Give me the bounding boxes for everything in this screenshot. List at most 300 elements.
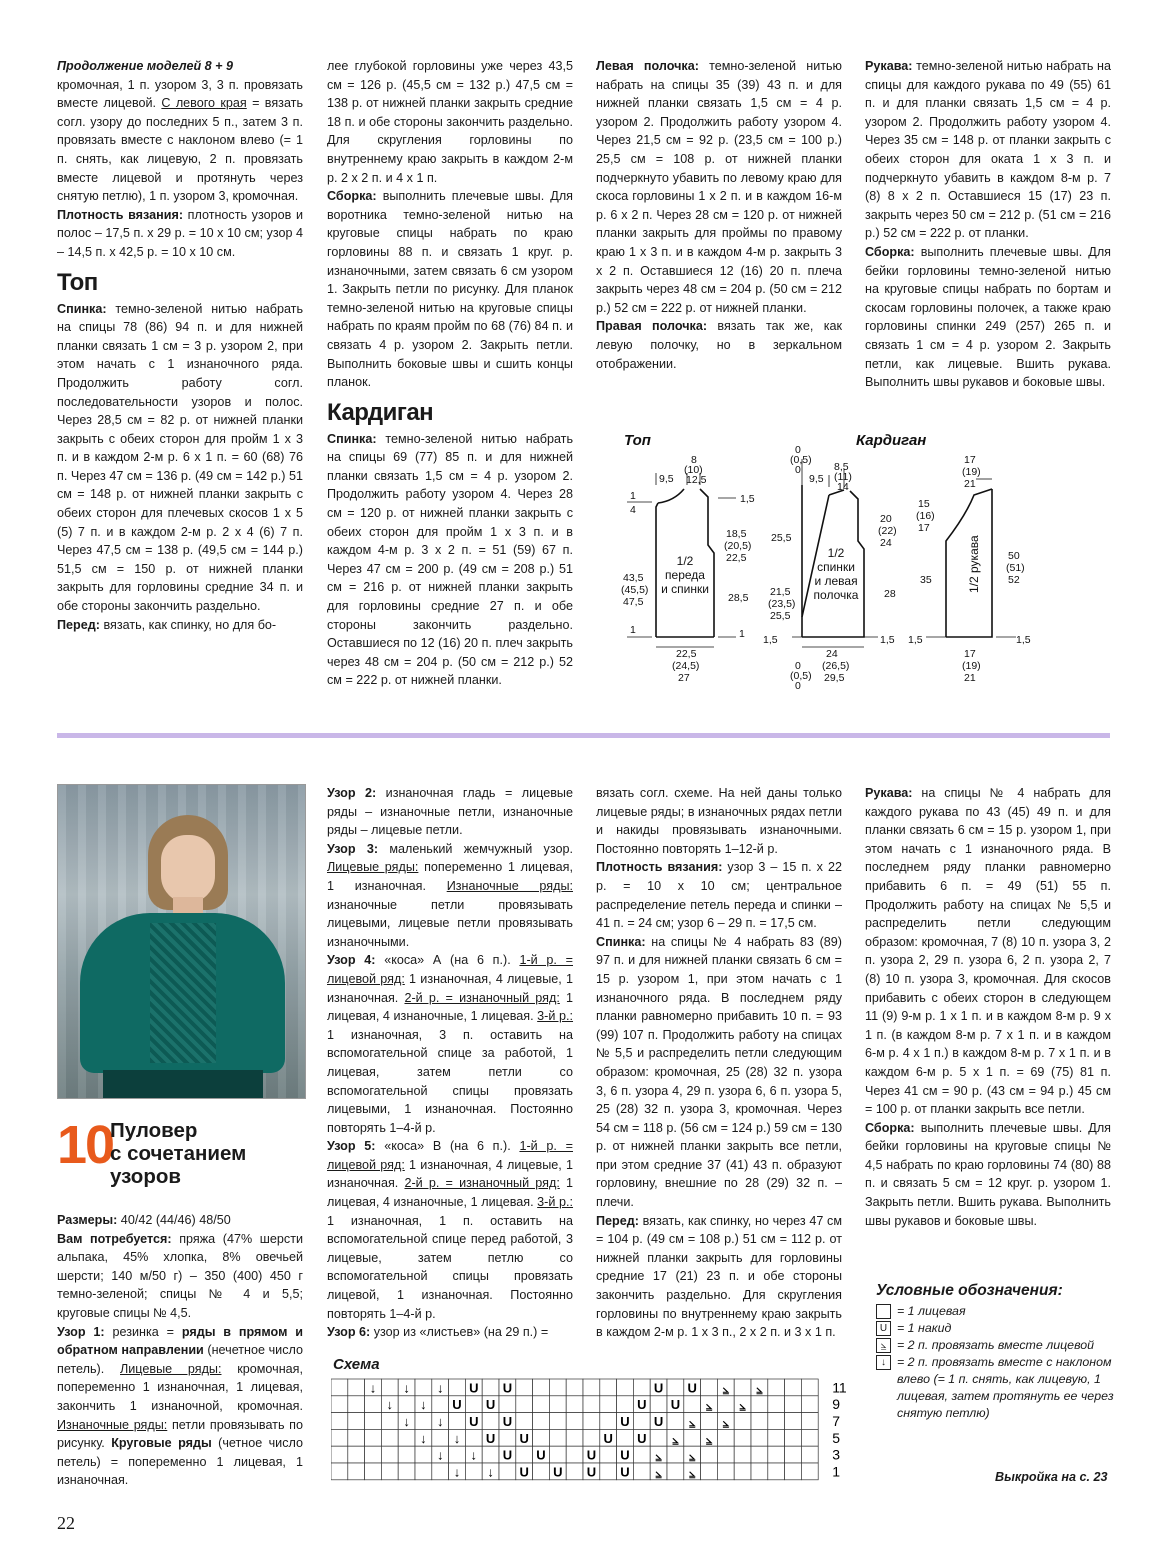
text: узор из «листьев» (на 29 п.) =: [370, 1325, 549, 1340]
svg-text:50: 50: [1008, 550, 1020, 562]
text: резинка =: [104, 1324, 182, 1339]
text: маленький жемчужный узор.: [378, 841, 573, 856]
title-line: Пуловер: [110, 1119, 198, 1142]
chart-cell: [533, 1396, 550, 1413]
svg-text:22,5: 22,5: [726, 552, 747, 564]
chart-row-number: 5: [832, 1429, 840, 1446]
chart-cell: [633, 1446, 650, 1463]
label: Размеры:: [57, 1213, 118, 1227]
label: Узор 1:: [57, 1324, 105, 1339]
svg-text:1/2: 1/2: [676, 554, 694, 568]
svg-text:(10): (10): [684, 464, 703, 476]
chart-cell: [583, 1413, 600, 1430]
chart-cell: [432, 1429, 449, 1446]
chart-cell: [717, 1396, 734, 1413]
chart-cell: [499, 1463, 516, 1480]
yarn-over-icon: U: [553, 1464, 563, 1480]
chart-cell: [617, 1429, 634, 1446]
svg-text:1: 1: [739, 628, 745, 640]
label: Рукава:: [865, 786, 913, 800]
text: 40/42 (44/46) 48/50: [117, 1213, 231, 1227]
chart-cell: [717, 1463, 734, 1480]
text: кромочная, попеременно 1 изнаночная, 1 лицевая, закончить 1 изнаночной, кромочная.: [57, 1361, 303, 1413]
svg-text:8: 8: [691, 454, 697, 466]
top-piece-label: [661, 554, 709, 596]
svg-text:22,5: 22,5: [676, 648, 697, 660]
yarn-over-icon: U: [485, 1397, 496, 1413]
text: ряды в прямом и обратном направлении: [57, 1324, 303, 1358]
k2tog-icon: ⦥: [876, 1338, 891, 1353]
k2tog-icon: ⦥: [722, 1417, 729, 1429]
chart-cell: [549, 1429, 566, 1446]
yarn-over-icon: U: [519, 1430, 529, 1446]
cardigan-piece-label: [814, 546, 859, 602]
svg-text:25,5: 25,5: [771, 532, 792, 544]
chart-cell: [617, 1379, 634, 1396]
svg-text:9,5: 9,5: [809, 473, 824, 485]
svg-text:(24,5): (24,5): [672, 660, 700, 672]
svg-text:14: 14: [837, 481, 849, 493]
page-number: 22: [57, 1513, 75, 1533]
label: Спинка:: [596, 934, 646, 949]
chart-cell: [348, 1463, 365, 1480]
chart-cell: [415, 1446, 432, 1463]
text: на спицы № 4 набрать 83 (89) 97 п. и для нижней планки связать 6 см = 15 р. узором 1, при этом начать с 1 изнаночного ряда. В последнем ряду планки равномерно прибавить 10 п. = 93 (99) 107 п. Продолжить работу на спицах № 5,5 и распределить петли следующим образом: кромочная, 25 (28) 32 п. узора 3, 6 п. узора 4, 29 п. узора 6, 6 п. узора 5, 25 (28) 32 п. узора 3, кромочная. Через 54 см = 118 р. (56 см = 124 р.) 59 см = 130 р. от нижней планки закрыть все петли, при этом средние 37 (41) 43 п. образуют горловину, внешние по 28 (29) 32 п. – плечи.: [596, 934, 842, 1210]
chart-cell: [768, 1379, 785, 1396]
chart-cell: [600, 1396, 617, 1413]
text: Лицевые ряды:: [120, 1361, 222, 1376]
chart-cell: [465, 1463, 482, 1480]
ssk-icon: ↓: [386, 1397, 394, 1413]
text: темно-зеленой нитью набрать на спицы 35 (39) 43 п. и для нижней планки связать 1,5 см = 4 р. узором 2. Продолжить работу узором 4. Через 21,5 см = 92 р. (23,5 см = 100 р.) 25,5 см = 108 р. от нижней планки подчеркнуто убавить по левому краю для скоса горловины 1 х 2 п. и в каждом 16-м р. 6 х 2 п. Через 28 см = 120 р. от нижней планки закрыть для проймы по правому краю 1 х 3 п. и в каждом 4-м р. закрыть 3 х 2 п. Оставшиеся 12 (16) 20 п. плеча закрыть через 48 см = 204 р. (50 см = 212 р.) 52 см = 222 р. от нижней планки.: [596, 59, 842, 315]
legend-item: [876, 1337, 1116, 1354]
svg-text:43,5: 43,5: [623, 572, 644, 584]
label: Плотность вязания:: [57, 207, 184, 222]
chart-cell: [381, 1446, 398, 1463]
legend: [876, 1282, 1116, 1422]
chart-cell: [533, 1379, 550, 1396]
col2-top: [327, 57, 573, 690]
model-title: [110, 1119, 246, 1188]
chart-cell: [768, 1413, 785, 1430]
chart-cell: [566, 1429, 583, 1446]
svg-text:переда: переда: [665, 568, 705, 582]
svg-text:27: 27: [678, 672, 690, 684]
legend-text: = 1 накид: [897, 1321, 952, 1335]
chart-cell: [650, 1429, 667, 1446]
chart-cell: [516, 1379, 533, 1396]
chart-cell: [432, 1396, 449, 1413]
chart-cell: [533, 1429, 550, 1446]
chart-cell: [533, 1413, 550, 1430]
chart-row-number: 11: [832, 1379, 847, 1396]
heading-top: Топ: [57, 268, 98, 296]
label: Левая полочка:: [596, 59, 699, 73]
text: 1 изнаночная, 4 лицевые, 1 изнаночная.: [327, 1157, 573, 1191]
chart-cell: [600, 1379, 617, 1396]
text: 1 изнаночная, 1 п. оставить на вспомогательной спице перед работой, 3 лицевые, затем петлю со вспомогательной спицы провязать лицевой, 1 изнаночная. Постоянно повторять 1–4-й р.: [327, 1213, 573, 1321]
svg-text:24: 24: [826, 648, 838, 660]
chart-cell: [549, 1379, 566, 1396]
text: Изнаночные ряды:: [446, 878, 573, 893]
chart-cell: [566, 1413, 583, 1430]
chart-cell: [751, 1463, 768, 1480]
legend-item: [876, 1320, 1116, 1337]
ssk-icon: ↓: [453, 1430, 461, 1446]
chart-cell: [801, 1379, 818, 1396]
chart-cell: [801, 1413, 818, 1430]
svg-text:и левая: и левая: [814, 574, 858, 588]
legend-item: [876, 1303, 1116, 1320]
chart-cell: [801, 1396, 818, 1413]
text: вязать так же, как левую полочку, но в зеркальном отображении.: [596, 319, 842, 371]
svg-text:18,5: 18,5: [726, 528, 747, 540]
text: изнаночные петли провязывать лицевыми, лицевые петли провязывать изнаночными.: [327, 897, 573, 949]
chart-cell: [583, 1396, 600, 1413]
chart-cell: [482, 1413, 499, 1430]
chart-cell: [751, 1413, 768, 1430]
label: Перед:: [596, 1213, 639, 1228]
chart-cell: [331, 1396, 348, 1413]
text: Изнаночные ряды:: [57, 1417, 168, 1432]
text: 2-й р. = изнаночный ряд:: [404, 1176, 560, 1191]
svg-text:15: 15: [918, 498, 930, 510]
text: С левого края: [161, 96, 247, 111]
label: Узор 5:: [327, 1139, 376, 1154]
chart-cell: [398, 1429, 415, 1446]
chart-cell: [717, 1446, 734, 1463]
ssk-icon: ↓: [420, 1430, 427, 1446]
svg-text:24: 24: [880, 537, 892, 549]
yarn-over-icon: U: [687, 1380, 697, 1396]
svg-text:1,5: 1,5: [763, 634, 778, 646]
chart-cell: [600, 1446, 617, 1463]
k2tog-icon: ⦥: [689, 1467, 696, 1480]
chart-cell: [617, 1396, 634, 1413]
svg-text:1,5: 1,5: [880, 634, 895, 646]
svg-text:и спинки: и спинки: [661, 582, 709, 596]
legend-title: Условные обозначения:: [876, 1282, 1063, 1299]
label: Спинка:: [57, 301, 107, 316]
chart-cell: [566, 1396, 583, 1413]
ssk-icon: ↓: [369, 1380, 377, 1396]
label: Сборка:: [865, 1120, 915, 1135]
yarn-over-icon: U: [620, 1464, 630, 1480]
text: пряжа (47% шерсти альпака, 45% хлопка, 8% овечьей шерсти; 140 м/50 г) – 350 (400) 450 г темно-зеленой; спицы № 4 и 5,5; круговые спицы № 4,5.: [57, 1231, 304, 1320]
chart-cell: [751, 1429, 768, 1446]
chart-cell: [684, 1396, 701, 1413]
yarn-over-icon: U: [519, 1464, 529, 1480]
label: Узор 3:: [327, 841, 379, 856]
yarn-over-icon: U: [469, 1380, 479, 1396]
chart-cell: [785, 1396, 802, 1413]
text: выполнить плечевые швы. Для воротника темно-зеленой нитью на круговые спицы набрать по краю горловины 88 п. и связать 1 круг. р. изнаночными, затем связать 6 см узором 1. Закрыть петли по рисунку. Для планок темно-зеленой нитью на круговые спицы набрать по краям пройм по 68 (76) 84 п. и связать 4 р. узором 2. Закрыть петли. Выполнить боковые швы и сшить концы планок.: [327, 189, 573, 390]
legend-text: = 2 п. провязать вместе лицевой: [897, 1338, 1095, 1352]
svg-text:21: 21: [964, 672, 976, 684]
svg-text:12,5: 12,5: [686, 474, 707, 486]
col4-bottom: [865, 784, 1111, 1230]
chart-cell: [449, 1446, 466, 1463]
chart-cell: [348, 1413, 365, 1430]
col2-bottom: [327, 784, 573, 1342]
ssk-icon: ↓: [403, 1414, 410, 1429]
yarn-over-icon: U: [620, 1447, 630, 1463]
yarn-over-icon: U: [620, 1414, 630, 1429]
yarn-over-icon: U: [502, 1380, 513, 1396]
legend-text: = 2 п. провязать вместе с наклоном влево (= 1 п. снять, как лицевую, 1 лицевая, затем протянуть ее через снятую петлю): [897, 1355, 1114, 1420]
chart-cell: [785, 1379, 802, 1396]
ssk-icon: ↓: [487, 1464, 494, 1480]
chart-cell: [734, 1379, 751, 1396]
text: 2-й р. = изнаночный ряд:: [404, 990, 560, 1005]
chart-cell: [734, 1413, 751, 1430]
text: 3-й р.:: [537, 1195, 574, 1210]
chart-cell: [365, 1463, 382, 1480]
chart-cell: [331, 1379, 348, 1396]
text: = вязать согл. узору до последних 5 п., затем 3 п. провязать вместе с наклоном влево (= 1 п. снять, как лицевую, 2 п. провязать вместе лицевой и протянуть через снятую петлю), 1 п. узором 3, кромочная.: [57, 96, 303, 204]
svg-text:(26,5): (26,5): [822, 660, 850, 672]
svg-text:28: 28: [884, 588, 896, 600]
text: вязать, как спинку, но для бо-: [99, 617, 277, 632]
section-divider: [57, 733, 1110, 738]
label: Плотность вязания:: [596, 860, 723, 875]
chart-cell: [701, 1379, 718, 1396]
chart-cell: [499, 1396, 516, 1413]
chart-cell: [566, 1446, 583, 1463]
legend-item: [876, 1354, 1116, 1422]
yarn-over-icon: U: [469, 1414, 479, 1429]
ssk-icon: ↓: [436, 1414, 444, 1429]
chart-cell: [465, 1396, 482, 1413]
chart-cell: [734, 1446, 751, 1463]
k2tog-icon: ⦥: [655, 1450, 662, 1463]
chart-row-number: 1: [832, 1463, 840, 1480]
text: вязать, как спинку, но через 47 см = 104 р. (49 см = 108 р.) 51 см = 112 р. от нижней планки закрыть для горловины средние 17 (21) 23 п. и обе стороны закончить раздельно. Для скругления горловины по внутреннему краю закрыть в каждом 2-м р. 1 х 3 п., 2 х 2 п. и 3 х 1 п.: [596, 1213, 842, 1340]
chart-cell: [482, 1446, 499, 1463]
chart-cell: [449, 1379, 466, 1396]
k2tog-icon: ⦥: [655, 1467, 662, 1480]
chart-cell: [667, 1413, 684, 1430]
knitting-chart: [331, 1376, 861, 1482]
yarn-over-icon: U: [603, 1430, 613, 1446]
chart-cell: [801, 1446, 818, 1463]
yarn-over-icon: U: [502, 1414, 513, 1429]
label: Правая полочка:: [596, 319, 708, 334]
diagram-label-top: Топ: [624, 432, 651, 449]
text: 1-й р. = лицевой ряд:: [327, 1139, 573, 1172]
chart-cell: [331, 1413, 348, 1430]
chart-cell: [549, 1413, 566, 1430]
yarn-over-icon: U: [653, 1380, 664, 1396]
svg-text:(22): (22): [878, 525, 897, 537]
label: Сборка:: [327, 189, 377, 204]
text: 3-й р.:: [537, 1009, 574, 1024]
chart-cell: [701, 1463, 718, 1480]
title-line: узоров: [110, 1165, 181, 1188]
svg-text:0: 0: [795, 680, 801, 692]
yarn-over-icon: U: [637, 1430, 647, 1446]
chart-cell: [415, 1413, 432, 1430]
svg-text:(0,5): (0,5): [790, 454, 812, 466]
label: Спинка:: [327, 431, 377, 446]
text: попеременно 1 лицевая, 1 изнаночная.: [327, 860, 574, 893]
label: Узор 6:: [327, 1325, 371, 1340]
yarn-over-icon: U: [876, 1321, 891, 1336]
chart-cell: [734, 1463, 751, 1480]
text: темно-зеленой нитью набрать на спицы 69 (77) 85 п. и для нижней планки связать 1,5 см = 4 р. узором 2. Продолжить работу узором 4. Через 28 см = 120 р. от нижней планки закрыть с обеих сторон для пройм 1 х 3 п. и в каждом 4-м р. 3 х 2 п. = 51 (59) 67 п. Через 47 см = 200 р. (49 см = 208 р.) 51 см = 216 р. от нижней планки закрыть для горловины средние 27 п. и обе стороны закончить раздельно. Оставшиеся по 12 (16) 20 п. плеч закрыть через 48 см = 204 р. (50 см = 212 р.) 52 см = 222 р. от нижней планки.: [327, 431, 573, 688]
chart-cell: [415, 1379, 432, 1396]
label: Рукава:: [865, 59, 913, 73]
chart-cell: [331, 1446, 348, 1463]
chart-cell: [516, 1413, 533, 1430]
text: на спицы № 4 набрать для каждого рукава по 43 (45) 49 п. и для планки связать 6 см = 15 р. узором 1, при этом начать с 1 изнаночного ряда. В последнем ряду планки равномерно прибавить 6 п. = 49 (51) 55 п. Продолжить работу на спицах № 5,5 и распределить петли следующим образом: кромочная, 7 (8) 10 п. узора 3, 2 п. узора 2, 29 п. узора 6, 2 п. узора 2, 7 (8) 10 п. узора 3, кромочная. Для скосов прибавить с обеих сторон в следующем 11 (9) 9-м р. 1 х 1 п. и в каждом 8-м р. 9 х 1 п. (в каждом 8-м р. 7 х 1 п. и в каждом 6-м р. 4 х 1 п.) в каждом 8-м р. 7 х 1 п. и в каждом 6-м р. 5 х 1 п. = 69 (75) 81 п. Через 41 см = 90 р. (43 см = 94 р.) 45 см = 100 р. от планки закрыть все петли.: [865, 786, 1111, 1117]
svg-text:0: 0: [795, 660, 801, 672]
chart-cell: [365, 1413, 382, 1430]
col3-bottom: [596, 784, 842, 1342]
chart-cell: [348, 1396, 365, 1413]
svg-text:29,5: 29,5: [824, 672, 845, 684]
k2tog-icon: ⦥: [672, 1433, 679, 1446]
yarn-over-icon: U: [536, 1447, 546, 1463]
svg-text:17: 17: [964, 454, 976, 466]
ssk-icon: ↓: [420, 1397, 427, 1413]
text: кромочная, 1 п. узором 3, 3 п. провязать вместе лицевой.: [57, 77, 303, 111]
ssk-icon: ↓: [453, 1464, 461, 1480]
col4-top: [865, 57, 1111, 392]
model-photo: [57, 784, 306, 1099]
text: 1-й р. = лицевой ряд:: [327, 953, 573, 986]
text: 1 изнаночная, 3 п. оставить на вспомогательной спице за работой, 1 лицевая, затем петли со вспомогательной спицы провязать лицевыми, 1 изнаночная. Постоянно повторять 1–4-й р.: [327, 1027, 573, 1135]
label: Перед:: [57, 617, 100, 632]
svg-text:1,5: 1,5: [908, 634, 923, 646]
svg-text:(19): (19): [962, 660, 981, 672]
chart-row-number: 7: [832, 1413, 840, 1429]
svg-text:0: 0: [795, 444, 801, 456]
svg-text:1,5: 1,5: [1016, 634, 1031, 646]
k2tog-icon: ⦥: [705, 1433, 713, 1446]
chart-cell: [633, 1379, 650, 1396]
chart-cell: [701, 1413, 718, 1430]
k2tog-icon: ⦥: [705, 1400, 713, 1413]
continuation-title: Продолжение моделей 8 + 9: [57, 59, 234, 73]
svg-text:(0,5): (0,5): [790, 670, 812, 682]
col1-bottom: [57, 1211, 303, 1490]
chart-cell: [768, 1396, 785, 1413]
yarn-over-icon: U: [586, 1447, 597, 1463]
chart-cell: [449, 1413, 466, 1430]
yarn-over-icon: U: [653, 1414, 664, 1429]
col3-top: [596, 57, 842, 373]
chart-cell: [751, 1446, 768, 1463]
diagram-label-cardigan: Кардиган: [856, 432, 927, 449]
chart-cell: [432, 1463, 449, 1480]
svg-text:20: 20: [880, 513, 892, 525]
text: 1 лицевая, 4 изнаночные, 1 лицевая.: [327, 990, 574, 1024]
chart-cell: [751, 1396, 768, 1413]
chart-cell: [801, 1429, 818, 1446]
svg-text:(51): (51): [1006, 562, 1025, 574]
label: Сборка:: [865, 244, 915, 259]
chart-cell: [499, 1429, 516, 1446]
chart-cell: [785, 1463, 802, 1480]
chart-cell: [768, 1429, 785, 1446]
chart-cell: [348, 1379, 365, 1396]
chart-cell: [734, 1429, 751, 1446]
chart-cell: [633, 1463, 650, 1480]
chart-row-number: 9: [832, 1396, 840, 1413]
chart-cell: [701, 1446, 718, 1463]
svg-text:(20,5): (20,5): [724, 540, 752, 552]
chart-cell: [365, 1396, 382, 1413]
chart-cell: [381, 1413, 398, 1430]
chart-cell: [583, 1429, 600, 1446]
title-line: с сочетанием: [110, 1142, 247, 1165]
chart-cell: [785, 1413, 802, 1430]
pattern-diagrams: [596, 425, 1116, 715]
col1-top: [57, 57, 303, 634]
yarn-over-icon: U: [485, 1430, 496, 1446]
svg-text:25,5: 25,5: [770, 610, 791, 622]
chart-cell: [717, 1429, 734, 1446]
text: петли провязывать по рисунку.: [57, 1417, 303, 1451]
k2tog-icon: ⦥: [722, 1383, 729, 1396]
chart-cell: [600, 1413, 617, 1430]
k2tog-icon: ⦥: [689, 1450, 696, 1463]
k2tog-icon: ⦥: [756, 1383, 763, 1396]
ssk-icon: ↓: [876, 1355, 891, 1370]
chart-cell: [465, 1429, 482, 1446]
chart-cell: [650, 1396, 667, 1413]
text: выполнить плечевые швы. Для бейки горловины на круговые спицы № 4,5 набрать по краю горловины 74 (80) 88 п. и связать 5 см = 12 круг. р. узором 1. Закрыть петли. Вшить рукава. Выполнить швы рукавов и боковые швы.: [865, 1120, 1111, 1228]
model-number: 10: [57, 1115, 114, 1175]
chart-cell: [398, 1446, 415, 1463]
chart-cell: [667, 1446, 684, 1463]
chart-cell: [381, 1429, 398, 1446]
chart-cell: [415, 1463, 432, 1480]
yarn-over-icon: U: [452, 1397, 462, 1413]
chart-cell: [566, 1463, 583, 1480]
text: 1 изнаночная, 4 лицевые, 1 изнаночная.: [327, 971, 573, 1005]
yarn-over-icon: U: [637, 1397, 647, 1413]
text: Лицевые ряды:: [327, 860, 419, 875]
text: плотность узоров и полос – 17,5 п. х 29 р. = 10 х 10 см; узор 4 – 14,5 п. х 42,5 р. = 10 х 10 см.: [57, 207, 303, 259]
chart-cell: [785, 1429, 802, 1446]
svg-text:(23,5): (23,5): [768, 598, 796, 610]
chart-cell: [348, 1429, 365, 1446]
chart-cell: [516, 1396, 533, 1413]
svg-text:(45,5): (45,5): [621, 584, 649, 596]
chart-cell: [398, 1396, 415, 1413]
ssk-icon: ↓: [403, 1380, 410, 1396]
chart-cell: [365, 1446, 382, 1463]
chart-cell: [533, 1463, 550, 1480]
svg-text:8,5: 8,5: [834, 461, 849, 473]
chart-cell: [516, 1446, 533, 1463]
svg-text:(16): (16): [916, 510, 935, 522]
svg-text:52: 52: [1008, 574, 1020, 586]
svg-text:17: 17: [918, 522, 930, 534]
text: выполнить плечевые швы. Для бейки горловины темно-зеленой нитью на круговые спицы набрать по бортам и скосам горловины полочек, а также краю горловины спинки 249 (257) 265 п. и связать 1 см = 4 р. узором 2. Закрыть петли, как лицевые. Вшить рукава. Выполнить швы рукавов и боковые швы.: [865, 244, 1111, 390]
svg-text:28,5: 28,5: [728, 592, 749, 604]
legend-text: = 1 лицевая: [897, 1304, 966, 1318]
chart-cell: [331, 1463, 348, 1480]
k2tog-icon: ⦥: [689, 1417, 696, 1429]
svg-text:0: 0: [795, 464, 801, 476]
text: изнаночная гладь = лицевые ряды – изнаночные петли, изнаночные ряды – лицевые петли.: [327, 786, 573, 838]
chart-cell: [381, 1379, 398, 1396]
label: Вам потребуется:: [57, 1231, 172, 1246]
ssk-icon: ↓: [470, 1447, 478, 1463]
